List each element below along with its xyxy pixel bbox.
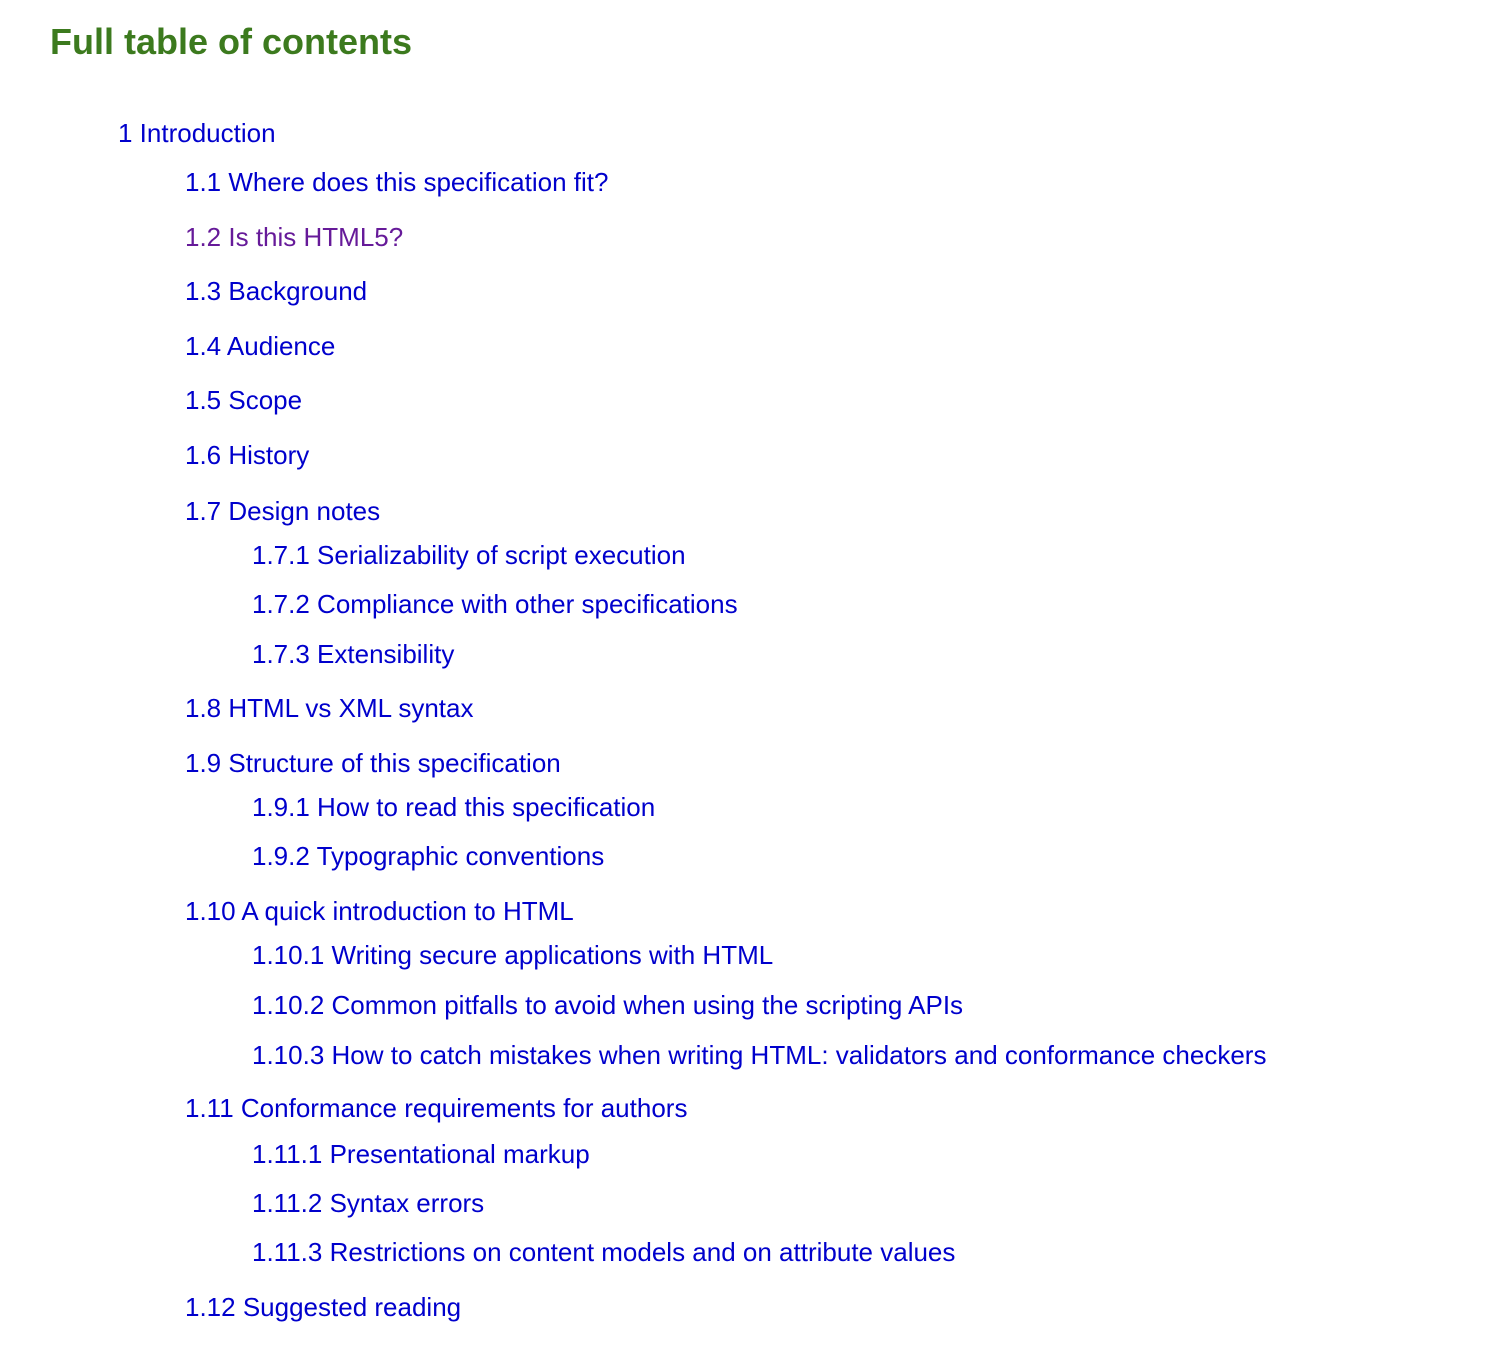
toc-link-compliance-with-other-specifications[interactable]: 1.7.2 Compliance with other specifications bbox=[252, 589, 738, 619]
toc-link-writing-secure-applications[interactable]: 1.10.1 Writing secure applications with HTML bbox=[252, 940, 774, 970]
toc-link-audience[interactable]: 1.4 Audience bbox=[185, 331, 336, 361]
toc-link-history[interactable]: 1.6 History bbox=[185, 440, 310, 470]
toc-link-conformance-requirements-for-authors[interactable]: 1.11 Conformance requirements for authors bbox=[185, 1093, 688, 1123]
toc-link-html-vs-xml-syntax[interactable]: 1.8 HTML vs XML syntax bbox=[185, 693, 474, 723]
toc-link-where-does-this-specification-fit[interactable]: 1.1 Where does this specification fit? bbox=[185, 167, 609, 197]
toc-link-structure-of-this-specification[interactable]: 1.9 Structure of this specification bbox=[185, 748, 561, 778]
toc-link-suggested-reading[interactable]: 1.12 Suggested reading bbox=[185, 1292, 462, 1322]
toc-link-restrictions-on-content-models[interactable]: 1.11.3 Restrictions on content models and on attribute values bbox=[252, 1237, 956, 1267]
toc-link-introduction[interactable]: 1 Introduction bbox=[118, 118, 276, 148]
toc-link-syntax-errors[interactable]: 1.11.2 Syntax errors bbox=[252, 1188, 485, 1218]
toc-link-typographic-conventions[interactable]: 1.9.2 Typographic conventions bbox=[252, 841, 605, 871]
toc-link-common-pitfalls[interactable]: 1.10.2 Common pitfalls to avoid when using the scripting APIs bbox=[252, 990, 964, 1020]
toc-link-serializability-of-script-execution[interactable]: 1.7.1 Serializability of script execution bbox=[252, 540, 686, 570]
page-title: Full table of contents bbox=[50, 21, 413, 62]
toc-link-scope[interactable]: 1.5 Scope bbox=[185, 385, 303, 415]
toc-link-is-this-html5[interactable]: 1.2 Is this HTML5? bbox=[185, 222, 404, 252]
toc-link-extensibility[interactable]: 1.7.3 Extensibility bbox=[252, 639, 455, 669]
toc-link-quick-introduction-to-html[interactable]: 1.10 A quick introduction to HTML bbox=[185, 896, 574, 926]
toc-link-background[interactable]: 1.3 Background bbox=[185, 276, 368, 306]
toc-link-validators-and-conformance-checkers[interactable]: 1.10.3 How to catch mistakes when writing HTML: validators and conformance checkers bbox=[252, 1040, 1267, 1070]
toc-link-presentational-markup[interactable]: 1.11.1 Presentational markup bbox=[252, 1139, 590, 1169]
toc-link-design-notes[interactable]: 1.7 Design notes bbox=[185, 496, 381, 526]
toc-link-how-to-read-this-specification[interactable]: 1.9.1 How to read this specification bbox=[252, 792, 656, 822]
